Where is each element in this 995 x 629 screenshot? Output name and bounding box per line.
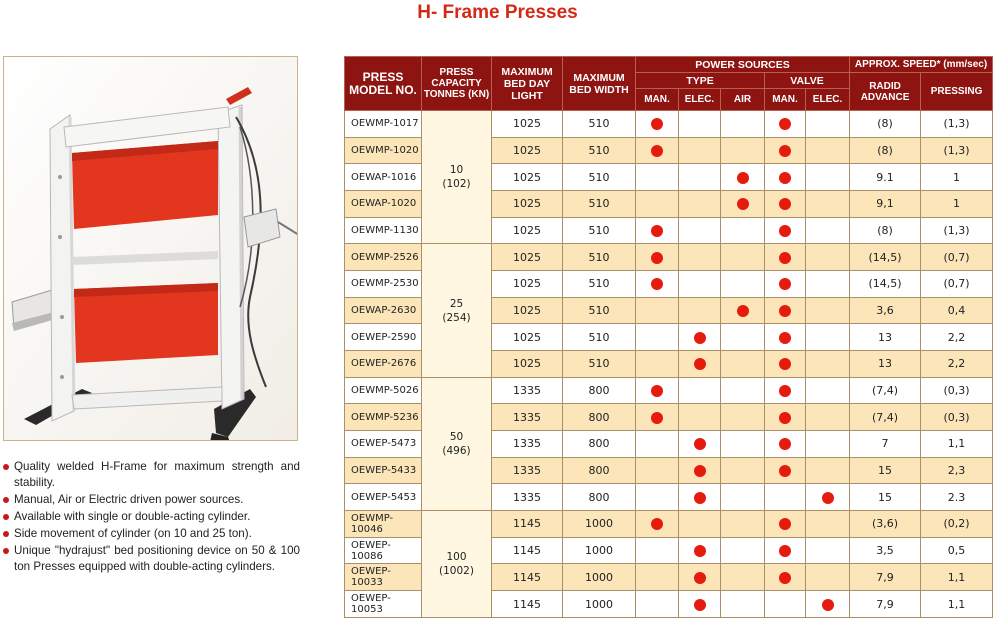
type-air-cell — [721, 191, 765, 218]
indicator-dot-icon — [694, 545, 706, 557]
radid-advance-cell: 3,6 — [850, 297, 921, 324]
type-man-cell — [636, 564, 679, 591]
type-man-cell — [636, 324, 679, 351]
pressing-cell: (1,3) — [921, 111, 993, 138]
bed-width-cell: 510 — [563, 217, 636, 244]
radid-advance-cell: (8) — [850, 111, 921, 138]
indicator-dot-icon — [651, 252, 663, 264]
type-man-cell — [636, 591, 679, 618]
indicator-dot-icon — [779, 438, 791, 450]
bed-width-cell: 510 — [563, 271, 636, 298]
radid-advance-cell: (7,4) — [850, 377, 921, 404]
table-row — [345, 511, 993, 538]
indicator-dot-icon — [779, 332, 791, 344]
pressing-cell: (0,7) — [921, 271, 993, 298]
radid-advance-cell: 7,9 — [850, 564, 921, 591]
valve-man-cell — [765, 537, 806, 564]
valve-elec-cell — [806, 564, 850, 591]
valve-elec-cell — [806, 377, 850, 404]
valve-elec-cell — [806, 271, 850, 298]
type-man-cell — [636, 377, 679, 404]
header-capacity: PRESS CAPACITY TONNES (KN) — [422, 57, 492, 111]
type-man-cell — [636, 111, 679, 138]
indicator-dot-icon — [651, 518, 663, 530]
header-pressing: PRESSING — [921, 73, 993, 111]
type-air-cell — [721, 564, 765, 591]
bed-width-cell: 510 — [563, 244, 636, 271]
model-cell: OEWAP-2630 — [345, 297, 422, 324]
radid-advance-cell: 7 — [850, 431, 921, 458]
indicator-dot-icon — [779, 118, 791, 130]
valve-man-cell — [765, 324, 806, 351]
table-row — [345, 244, 993, 271]
indicator-dot-icon — [694, 599, 706, 611]
day-light-cell: 1025 — [492, 111, 563, 138]
valve-elec-cell — [806, 111, 850, 138]
type-man-cell — [636, 431, 679, 458]
type-elec-cell — [679, 457, 721, 484]
pressing-cell: 0,5 — [921, 537, 993, 564]
pressing-cell: (0,2) — [921, 511, 993, 538]
type-elec-cell — [679, 324, 721, 351]
type-air-cell — [721, 377, 765, 404]
indicator-dot-icon — [651, 385, 663, 397]
header-radid-advance: RADID ADVANCE — [850, 73, 921, 111]
pressing-cell: (0,7) — [921, 244, 993, 271]
radid-advance-cell: (8) — [850, 217, 921, 244]
radid-advance-cell: (7,4) — [850, 404, 921, 431]
header-model: PRESS MODEL NO. — [345, 57, 422, 111]
type-air-cell — [721, 217, 765, 244]
model-cell: OEWEP-10053 — [345, 591, 422, 618]
day-light-cell: 1025 — [492, 137, 563, 164]
type-elec-cell — [679, 377, 721, 404]
indicator-dot-icon — [737, 172, 749, 184]
valve-man-cell — [765, 564, 806, 591]
valve-elec-cell — [806, 137, 850, 164]
valve-elec-cell — [806, 457, 850, 484]
model-cell: OEWMP-10046 — [345, 511, 422, 538]
pressing-cell: 2,2 — [921, 324, 993, 351]
feature-item: Manual, Air or Electric driven power sources. — [3, 492, 300, 508]
valve-man-cell — [765, 244, 806, 271]
type-elec-cell — [679, 351, 721, 378]
header-type: TYPE — [636, 73, 765, 89]
pressing-cell: (1,3) — [921, 137, 993, 164]
indicator-dot-icon — [694, 492, 706, 504]
model-cell: OEWMP-1017 — [345, 111, 422, 138]
model-cell: OEWEP-10086 — [345, 537, 422, 564]
day-light-cell: 1145 — [492, 537, 563, 564]
bed-width-cell: 1000 — [563, 537, 636, 564]
type-elec-cell — [679, 137, 721, 164]
type-air-cell — [721, 137, 765, 164]
type-air-cell — [721, 457, 765, 484]
valve-elec-cell — [806, 324, 850, 351]
day-light-cell: 1145 — [492, 511, 563, 538]
valve-man-cell — [765, 431, 806, 458]
radid-advance-cell: 7,9 — [850, 591, 921, 618]
bed-width-cell: 800 — [563, 457, 636, 484]
radid-advance-cell: 13 — [850, 351, 921, 378]
feature-item: Side movement of cylinder (on 10 and 25 ton). — [3, 526, 300, 542]
indicator-dot-icon — [694, 358, 706, 370]
day-light-cell: 1025 — [492, 351, 563, 378]
type-man-cell — [636, 351, 679, 378]
header-valve-elec: ELEC. — [806, 89, 850, 111]
h-frame-press-illustration — [4, 57, 298, 441]
type-elec-cell — [679, 511, 721, 538]
day-light-cell: 1335 — [492, 377, 563, 404]
type-air-cell — [721, 244, 765, 271]
model-cell: OEWMP-5236 — [345, 404, 422, 431]
type-man-cell — [636, 244, 679, 271]
indicator-dot-icon — [694, 465, 706, 477]
pressing-cell: (0,3) — [921, 377, 993, 404]
indicator-dot-icon — [779, 172, 791, 184]
day-light-cell: 1335 — [492, 431, 563, 458]
valve-elec-cell — [806, 351, 850, 378]
bed-width-cell: 510 — [563, 324, 636, 351]
indicator-dot-icon — [651, 118, 663, 130]
valve-man-cell — [765, 297, 806, 324]
indicator-dot-icon — [651, 225, 663, 237]
type-elec-cell — [679, 297, 721, 324]
type-elec-cell — [679, 217, 721, 244]
day-light-cell: 1335 — [492, 484, 563, 511]
type-elec-cell — [679, 431, 721, 458]
feature-item: Quality welded H-Frame for maximum strength and stability. — [3, 459, 300, 491]
type-elec-cell — [679, 244, 721, 271]
header-type-elec: ELEC. — [679, 89, 721, 111]
header-type-air: AIR — [721, 89, 765, 111]
type-man-cell — [636, 484, 679, 511]
radid-advance-cell: 15 — [850, 457, 921, 484]
press-photo — [3, 56, 298, 441]
type-elec-cell — [679, 271, 721, 298]
model-cell: OEWEP-2590 — [345, 324, 422, 351]
page-title: H- Frame Presses — [417, 2, 578, 23]
valve-elec-cell — [806, 484, 850, 511]
bed-width-cell: 510 — [563, 191, 636, 218]
capacity-cell: 10 (102) — [422, 111, 492, 244]
type-man-cell — [636, 511, 679, 538]
model-cell: OEWMP-2530 — [345, 271, 422, 298]
valve-elec-cell — [806, 511, 850, 538]
indicator-dot-icon — [651, 412, 663, 424]
capacity-cell: 50 (496) — [422, 377, 492, 510]
type-elec-cell — [679, 537, 721, 564]
bed-width-cell: 800 — [563, 484, 636, 511]
capacity-cell: 100 (1002) — [422, 511, 492, 618]
day-light-cell: 1025 — [492, 191, 563, 218]
type-air-cell — [721, 164, 765, 191]
model-cell: OEWMP-1020 — [345, 137, 422, 164]
type-elec-cell — [679, 111, 721, 138]
type-elec-cell — [679, 564, 721, 591]
capacity-cell: 25 (254) — [422, 244, 492, 377]
indicator-dot-icon — [779, 278, 791, 290]
type-man-cell — [636, 191, 679, 218]
table-body — [345, 111, 993, 618]
indicator-dot-icon — [651, 278, 663, 290]
type-air-cell — [721, 511, 765, 538]
bed-width-cell: 1000 — [563, 511, 636, 538]
bed-width-cell: 800 — [563, 377, 636, 404]
day-light-cell: 1335 — [492, 457, 563, 484]
radid-advance-cell: 13 — [850, 324, 921, 351]
model-cell: OEWEP-2676 — [345, 351, 422, 378]
pressing-cell: 2,2 — [921, 351, 993, 378]
valve-man-cell — [765, 457, 806, 484]
model-cell: OEWEP-10033 — [345, 564, 422, 591]
presses-spec-table — [344, 56, 993, 618]
radid-advance-cell: (3,6) — [850, 511, 921, 538]
indicator-dot-icon — [779, 225, 791, 237]
indicator-dot-icon — [694, 572, 706, 584]
pressing-cell: 1,1 — [921, 591, 993, 618]
type-man-cell — [636, 217, 679, 244]
indicator-dot-icon — [779, 385, 791, 397]
valve-man-cell — [765, 511, 806, 538]
valve-elec-cell — [806, 537, 850, 564]
valve-man-cell — [765, 404, 806, 431]
valve-man-cell — [765, 351, 806, 378]
valve-man-cell — [765, 484, 806, 511]
day-light-cell: 1335 — [492, 404, 563, 431]
valve-elec-cell — [806, 404, 850, 431]
model-cell: OEWAP-1020 — [345, 191, 422, 218]
type-air-cell — [721, 591, 765, 618]
bed-width-cell: 510 — [563, 111, 636, 138]
pressing-cell: 2.3 — [921, 484, 993, 511]
header-day-light: MAXIMUM BED DAY LIGHT — [492, 57, 563, 111]
valve-man-cell — [765, 217, 806, 244]
model-cell: OEWAP-1016 — [345, 164, 422, 191]
header-bed-width: MAXIMUM BED WIDTH — [563, 57, 636, 111]
type-air-cell — [721, 297, 765, 324]
type-air-cell — [721, 404, 765, 431]
valve-man-cell — [765, 591, 806, 618]
indicator-dot-icon — [651, 145, 663, 157]
valve-man-cell — [765, 164, 806, 191]
radid-advance-cell: (14,5) — [850, 244, 921, 271]
indicator-dot-icon — [694, 438, 706, 450]
bed-width-cell: 510 — [563, 137, 636, 164]
bed-width-cell: 1000 — [563, 591, 636, 618]
valve-man-cell — [765, 377, 806, 404]
valve-elec-cell — [806, 244, 850, 271]
radid-advance-cell: 3,5 — [850, 537, 921, 564]
indicator-dot-icon — [779, 518, 791, 530]
type-air-cell — [721, 537, 765, 564]
radid-advance-cell: (8) — [850, 137, 921, 164]
indicator-dot-icon — [822, 492, 834, 504]
type-man-cell — [636, 297, 679, 324]
pressing-cell: 1 — [921, 191, 993, 218]
bed-width-cell: 800 — [563, 431, 636, 458]
pressing-cell: 1,1 — [921, 431, 993, 458]
table-row — [345, 111, 993, 138]
indicator-dot-icon — [737, 198, 749, 210]
valve-man-cell — [765, 137, 806, 164]
indicator-dot-icon — [779, 145, 791, 157]
day-light-cell: 1025 — [492, 244, 563, 271]
header-power-sources: POWER SOURCES — [636, 57, 850, 73]
type-air-cell — [721, 111, 765, 138]
radid-advance-cell: 15 — [850, 484, 921, 511]
indicator-dot-icon — [694, 332, 706, 344]
type-elec-cell — [679, 404, 721, 431]
bed-width-cell: 1000 — [563, 564, 636, 591]
header-speed: APPROX. SPEED* (mm/sec) — [850, 57, 993, 73]
type-elec-cell — [679, 591, 721, 618]
pressing-cell: 1 — [921, 164, 993, 191]
indicator-dot-icon — [779, 572, 791, 584]
pressing-cell: 1,1 — [921, 564, 993, 591]
indicator-dot-icon — [779, 252, 791, 264]
type-man-cell — [636, 137, 679, 164]
pressing-cell: (1,3) — [921, 217, 993, 244]
indicator-dot-icon — [779, 465, 791, 477]
model-cell: OEWMP-1130 — [345, 217, 422, 244]
day-light-cell: 1145 — [492, 591, 563, 618]
valve-elec-cell — [806, 191, 850, 218]
bed-width-cell: 800 — [563, 404, 636, 431]
pressing-cell: (0,3) — [921, 404, 993, 431]
bed-width-cell: 510 — [563, 351, 636, 378]
type-man-cell — [636, 164, 679, 191]
indicator-dot-icon — [779, 358, 791, 370]
day-light-cell: 1025 — [492, 297, 563, 324]
bed-width-cell: 510 — [563, 164, 636, 191]
indicator-dot-icon — [779, 198, 791, 210]
indicator-dot-icon — [779, 305, 791, 317]
type-air-cell — [721, 484, 765, 511]
day-light-cell: 1025 — [492, 271, 563, 298]
radid-advance-cell: (14,5) — [850, 271, 921, 298]
type-elec-cell — [679, 164, 721, 191]
valve-man-cell — [765, 191, 806, 218]
pressing-cell: 0,4 — [921, 297, 993, 324]
model-cell: OEWEP-5453 — [345, 484, 422, 511]
radid-advance-cell: 9.1 — [850, 164, 921, 191]
model-cell: OEWMP-2526 — [345, 244, 422, 271]
table-row — [345, 377, 993, 404]
model-cell: OEWEP-5433 — [345, 457, 422, 484]
type-elec-cell — [679, 484, 721, 511]
valve-elec-cell — [806, 431, 850, 458]
type-air-cell — [721, 271, 765, 298]
day-light-cell: 1025 — [492, 164, 563, 191]
bed-width-cell: 510 — [563, 297, 636, 324]
indicator-dot-icon — [779, 545, 791, 557]
indicator-dot-icon — [737, 305, 749, 317]
valve-elec-cell — [806, 297, 850, 324]
header-valve-man: MAN. — [765, 89, 806, 111]
type-man-cell — [636, 271, 679, 298]
type-man-cell — [636, 404, 679, 431]
type-man-cell — [636, 537, 679, 564]
type-air-cell — [721, 431, 765, 458]
valve-elec-cell — [806, 591, 850, 618]
day-light-cell: 1145 — [492, 564, 563, 591]
feature-item: Unique "hydrajust" bed positioning device on 50 & 100 ton Presses equipped with double-acting cylinders. — [3, 543, 300, 575]
feature-item: Available with single or double-acting cylinder. — [3, 509, 300, 525]
day-light-cell: 1025 — [492, 324, 563, 351]
header-type-man: MAN. — [636, 89, 679, 111]
valve-elec-cell — [806, 164, 850, 191]
model-cell: OEWMP-5026 — [345, 377, 422, 404]
header-valve: VALVE — [765, 73, 850, 89]
indicator-dot-icon — [822, 599, 834, 611]
valve-man-cell — [765, 271, 806, 298]
type-elec-cell — [679, 191, 721, 218]
valve-man-cell — [765, 111, 806, 138]
radid-advance-cell: 9,1 — [850, 191, 921, 218]
day-light-cell: 1025 — [492, 217, 563, 244]
indicator-dot-icon — [779, 412, 791, 424]
type-air-cell — [721, 324, 765, 351]
model-cell: OEWEP-5473 — [345, 431, 422, 458]
valve-elec-cell — [806, 217, 850, 244]
pressing-cell: 2,3 — [921, 457, 993, 484]
feature-list — [3, 459, 300, 576]
type-man-cell — [636, 457, 679, 484]
type-air-cell — [721, 351, 765, 378]
